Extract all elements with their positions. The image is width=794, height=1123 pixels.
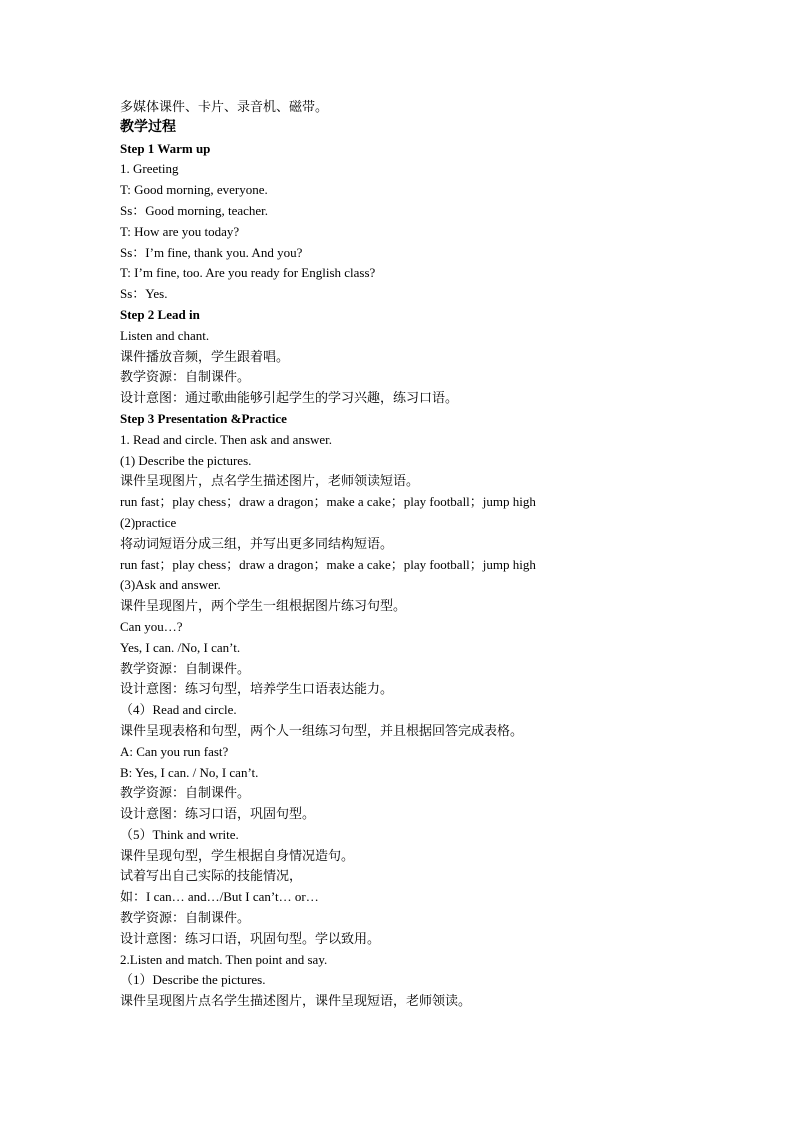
text-line: Step 3 Presentation &Practice: [120, 410, 287, 426]
text-line: Ss：Yes.: [120, 286, 168, 302]
text-line: (1) Describe the pictures.: [120, 452, 252, 468]
text-line: （1）Describe the pictures.: [120, 972, 266, 988]
text-line: Yes, I can. /No, I can’t.: [120, 639, 241, 655]
text-line: Listen and chant.: [120, 327, 210, 343]
text-line: 教学资源：自制课件。: [120, 369, 251, 385]
text-line: run fast；play chess；draw a dragon；make a cake；play football；jump high: [120, 494, 536, 510]
text-line: (2)practice: [120, 514, 177, 530]
text-line: 1. Greeting: [120, 161, 179, 177]
text-line: T: How are you today?: [120, 223, 240, 239]
text-line: 课件呈现表格和句型，两个人一组练习句型，并且根据回答完成表格。: [120, 722, 524, 738]
text-line: 教学资源：自制课件。: [120, 660, 251, 676]
text-line: 教学资源：自制课件。: [120, 785, 251, 801]
text-line: Ss：Good morning, teacher.: [120, 202, 269, 218]
text-line: 教学过程: [120, 119, 176, 135]
text-line: T: I’m fine, too. Are you ready for English class?: [120, 265, 376, 281]
text-line: 将动词短语分成三组，并写出更多同结构短语。: [120, 535, 394, 551]
text-line: (3)Ask and answer.: [120, 577, 221, 593]
text-line: 课件呈现句型，学生根据自身情况造句。: [120, 847, 355, 863]
text-line: 设计意图：通过歌曲能够引起学生的学习兴趣，练习口语。: [120, 390, 459, 406]
text-line: 设计意图：练习口语，巩固句型。: [120, 806, 316, 822]
text-line: Can you…?: [120, 618, 183, 634]
text-line: 课件呈现图片，点名学生描述图片，老师领读短语。: [120, 473, 420, 489]
text-line: 课件播放音频，学生跟着唱。: [120, 348, 290, 364]
text-line: （5）Think and write.: [120, 826, 239, 842]
text-line: Ss：I’m fine, thank you. And you?: [120, 244, 303, 260]
text-line: 教学资源：自制课件。: [120, 910, 251, 926]
text-line: T: Good morning, everyone.: [120, 182, 268, 198]
text-line: 2.Listen and match. Then point and say.: [120, 951, 328, 967]
text-line: 课件呈现图片，两个学生一组根据图片练习句型。: [120, 598, 407, 614]
text-line: 1. Read and circle. Then ask and answer.: [120, 431, 333, 447]
text-line: 如：I can… and…/But I can’t… or…: [120, 889, 319, 905]
text-line: Step 1 Warm up: [120, 140, 211, 156]
text-line: A: Can you run fast?: [120, 743, 229, 759]
text-line: B: Yes, I can. / No, I can’t.: [120, 764, 259, 780]
text-line: 设计意图：练习句型，培养学生口语表达能力。: [120, 681, 394, 697]
text-line: run fast；play chess；draw a dragon；make a cake；play football；jump high: [120, 556, 536, 572]
text-line: 多媒体课件、卡片、录音机、磁带。: [120, 99, 329, 114]
text-line: Step 2 Lead in: [120, 306, 200, 322]
text-line: 课件呈现图片点名学生描述图片，课件呈现短语，老师领读。: [120, 993, 472, 1009]
text-line: （4）Read and circle.: [120, 702, 237, 718]
text-line: 试着写出自己实际的技能情况，: [120, 868, 303, 884]
document-body: [120, 97, 680, 1012]
text-line: 设计意图：练习口语，巩固句型。学以致用。: [120, 930, 381, 946]
